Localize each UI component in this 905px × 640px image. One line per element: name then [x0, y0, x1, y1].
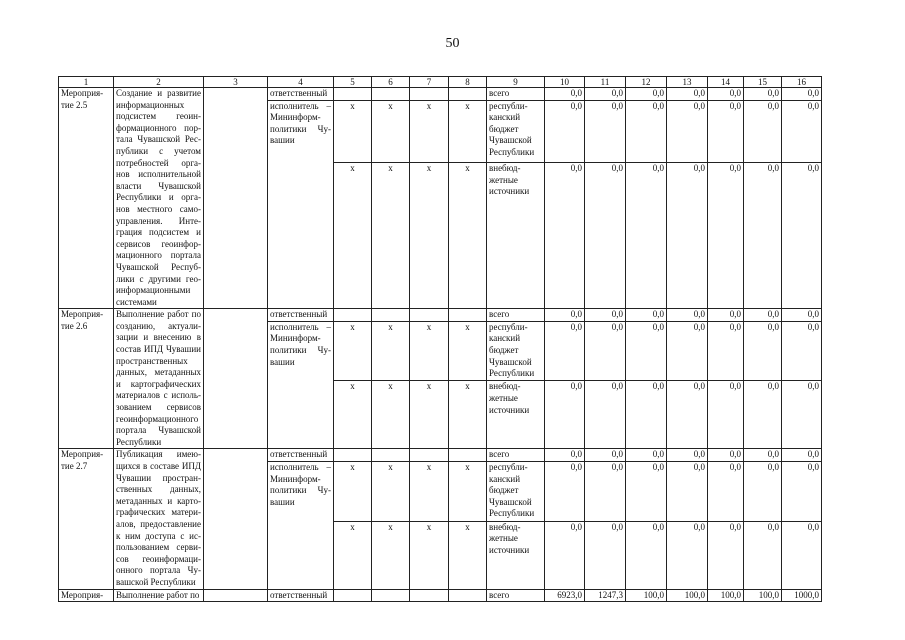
code-cell: х: [372, 462, 410, 522]
amount-cell: 0,0: [585, 381, 626, 449]
funding-source: всего: [487, 589, 545, 602]
amount-cell: 0,0: [545, 462, 585, 522]
amount-cell: 0,0: [626, 100, 667, 163]
activity-col3: [204, 88, 268, 309]
code-cell: х: [449, 462, 487, 522]
funding-source: всего: [487, 88, 545, 101]
column-number-row: [59, 77, 822, 88]
amount-cell: 0,0: [667, 309, 708, 322]
code-cell: [334, 589, 372, 602]
activity-code: Мероприя-тие 2.7: [59, 449, 114, 589]
column-number: 4: [268, 77, 334, 88]
amount-cell: 0,0: [545, 309, 585, 322]
column-number: 13: [667, 77, 708, 88]
code-cell: х: [334, 462, 372, 522]
activity-code: Мероприя-тие 2.6: [59, 309, 114, 449]
amount-cell: 0,0: [782, 163, 822, 309]
activity-description: Публикация имею-щихся в составе ИПД Чувашии простран-ственных данных, метаданных и карто-графических матери-алов, предоставление к ним доступа с ис-пользованием серви-сов геоинформаци-онного портала Чу-вашской Республики: [114, 449, 204, 589]
code-cell: [410, 309, 449, 322]
activity-code: Мероприя-тие 2.5: [59, 88, 114, 309]
funding-source: республи-канский бюджет Чувашской Республики: [487, 462, 545, 522]
amount-cell: 0,0: [545, 449, 585, 462]
column-number: 10: [545, 77, 585, 88]
activity-col3: [204, 589, 268, 602]
code-cell: х: [372, 163, 410, 309]
column-number: 16: [782, 77, 822, 88]
amount-cell: 0,0: [667, 381, 708, 449]
amount-cell: 0,0: [585, 163, 626, 309]
executor-total: ответственный: [268, 309, 334, 322]
amount-cell: 0,0: [708, 100, 744, 163]
code-cell: [410, 449, 449, 462]
amount-cell: 0,0: [626, 462, 667, 522]
amount-cell: 0,0: [545, 521, 585, 589]
code-cell: х: [372, 100, 410, 163]
page-number: 50: [445, 36, 460, 51]
table-row: [59, 88, 822, 101]
amount-cell: 0,0: [545, 321, 585, 381]
amount-cell: 0,0: [626, 381, 667, 449]
amount-cell: 0,0: [744, 88, 782, 101]
amount-cell: 0,0: [744, 309, 782, 322]
amount-cell: 100,0: [708, 589, 744, 602]
amount-cell: 6923,0: [545, 589, 585, 602]
amount-cell: 0,0: [667, 163, 708, 309]
amount-cell: 1247,3: [585, 589, 626, 602]
amount-cell: 0,0: [744, 462, 782, 522]
code-cell: х: [410, 521, 449, 589]
amount-cell: 0,0: [744, 449, 782, 462]
column-number: 9: [487, 77, 545, 88]
amount-cell: 0,0: [708, 381, 744, 449]
code-cell: х: [372, 321, 410, 381]
column-number: 15: [744, 77, 782, 88]
code-cell: х: [372, 381, 410, 449]
code-cell: [449, 309, 487, 322]
funding-source: внебюд-жетные источники: [487, 381, 545, 449]
code-cell: х: [449, 521, 487, 589]
code-cell: [449, 589, 487, 602]
executor-name: исполнитель – Мининформ-политики Чу-вашии: [268, 100, 334, 309]
column-number: 3: [204, 77, 268, 88]
amount-cell: 0,0: [585, 88, 626, 101]
executor-total: ответственный: [268, 449, 334, 462]
code-cell: [334, 88, 372, 101]
code-cell: [372, 309, 410, 322]
amount-cell: 0,0: [626, 449, 667, 462]
code-cell: [372, 449, 410, 462]
amount-cell: 0,0: [782, 88, 822, 101]
code-cell: х: [449, 381, 487, 449]
amount-cell: 0,0: [744, 521, 782, 589]
executor-total: ответственный: [268, 88, 334, 101]
table-row: [59, 309, 822, 322]
amount-cell: 0,0: [626, 88, 667, 101]
code-cell: х: [410, 100, 449, 163]
funding-source: всего: [487, 309, 545, 322]
amount-cell: 0,0: [782, 381, 822, 449]
program-activities-table: [58, 76, 822, 602]
code-cell: [410, 589, 449, 602]
amount-cell: 0,0: [782, 449, 822, 462]
column-number: 6: [372, 77, 410, 88]
amount-cell: 0,0: [545, 163, 585, 309]
executor-name: исполнитель – Мининформ-политики Чу-вашии: [268, 462, 334, 590]
code-cell: х: [449, 100, 487, 163]
amount-cell: 0,0: [626, 163, 667, 309]
table-row: [59, 589, 822, 602]
code-cell: х: [449, 321, 487, 381]
column-number: 1: [59, 77, 114, 88]
amount-cell: 0,0: [782, 100, 822, 163]
amount-cell: 0,0: [708, 449, 744, 462]
column-number: 5: [334, 77, 372, 88]
amount-cell: 0,0: [585, 462, 626, 522]
funding-source: республи-канский бюджет Чувашской Республики: [487, 100, 545, 163]
column-number: 7: [410, 77, 449, 88]
code-cell: х: [334, 521, 372, 589]
amount-cell: 0,0: [708, 521, 744, 589]
code-cell: х: [334, 163, 372, 309]
funding-source: республи-канский бюджет Чувашской Республики: [487, 321, 545, 381]
amount-cell: 0,0: [708, 88, 744, 101]
code-cell: х: [410, 321, 449, 381]
amount-cell: 0,0: [585, 321, 626, 381]
amount-cell: 1000,0: [782, 589, 822, 602]
executor-total: ответственный: [268, 589, 334, 602]
code-cell: [410, 88, 449, 101]
amount-cell: 0,0: [667, 100, 708, 163]
code-cell: х: [449, 163, 487, 309]
amount-cell: 0,0: [667, 321, 708, 381]
code-cell: х: [372, 521, 410, 589]
activity-code: Мероприя-: [59, 589, 114, 602]
amount-cell: 0,0: [782, 521, 822, 589]
code-cell: х: [410, 381, 449, 449]
code-cell: [334, 449, 372, 462]
amount-cell: 0,0: [585, 449, 626, 462]
amount-cell: 0,0: [782, 462, 822, 522]
code-cell: х: [410, 163, 449, 309]
table-row: [59, 449, 822, 462]
amount-cell: 0,0: [744, 163, 782, 309]
column-number: 8: [449, 77, 487, 88]
amount-cell: 0,0: [545, 88, 585, 101]
amount-cell: 0,0: [585, 100, 626, 163]
amount-cell: 0,0: [585, 309, 626, 322]
amount-cell: 0,0: [708, 309, 744, 322]
activity-description: Создание и развитие информационных подсистем геоин-формационного пор-тала Чувашской Рес-публики с учетом потребностей орга-нов исполнительной власти Чувашской Республики и орга-нов местного само-управления. Инте-грация подсистем и сервисов геоинфор-мационного портала Чувашской Респуб-лики с другими гео-информационными системами: [114, 88, 204, 309]
code-cell: х: [334, 381, 372, 449]
code-cell: [372, 589, 410, 602]
code-cell: х: [334, 100, 372, 163]
amount-cell: 0,0: [626, 309, 667, 322]
amount-cell: 0,0: [708, 462, 744, 522]
amount-cell: 100,0: [667, 589, 708, 602]
amount-cell: 0,0: [667, 88, 708, 101]
amount-cell: 100,0: [626, 589, 667, 602]
amount-cell: 0,0: [708, 321, 744, 381]
column-number: 14: [708, 77, 744, 88]
code-cell: [334, 309, 372, 322]
amount-cell: 0,0: [545, 381, 585, 449]
amount-cell: 100,0: [744, 589, 782, 602]
amount-cell: 0,0: [744, 100, 782, 163]
activity-col3: [204, 449, 268, 589]
amount-cell: 0,0: [782, 309, 822, 322]
code-cell: [449, 88, 487, 101]
funding-source: внебюд-жетные источники: [487, 163, 545, 309]
amount-cell: 0,0: [545, 100, 585, 163]
executor-name: исполнитель – Мининформ-политики Чу-вашии: [268, 321, 334, 449]
code-cell: х: [410, 462, 449, 522]
amount-cell: 0,0: [744, 321, 782, 381]
column-number: 12: [626, 77, 667, 88]
amount-cell: 0,0: [667, 521, 708, 589]
funding-source: внебюд-жетные источники: [487, 521, 545, 589]
column-number: 2: [114, 77, 204, 88]
column-number: 11: [585, 77, 626, 88]
amount-cell: 0,0: [708, 163, 744, 309]
activity-col3: [204, 309, 268, 449]
amount-cell: 0,0: [667, 462, 708, 522]
activity-description: Выполнение работ по: [114, 589, 204, 602]
code-cell: х: [334, 321, 372, 381]
amount-cell: 0,0: [626, 321, 667, 381]
amount-cell: 0,0: [626, 521, 667, 589]
amount-cell: 0,0: [782, 321, 822, 381]
amount-cell: 0,0: [667, 449, 708, 462]
funding-source: всего: [487, 449, 545, 462]
code-cell: [449, 449, 487, 462]
code-cell: [372, 88, 410, 101]
amount-cell: 0,0: [585, 521, 626, 589]
activity-description: Выполнение работ по созданию, актуали-зации и внесению в состав ИПД Чувашии пространственных данных, метаданных и картографических материалов с исполь-зованием сервисов геоинформационного портала Чувашской Республики: [114, 309, 204, 449]
amount-cell: 0,0: [744, 381, 782, 449]
